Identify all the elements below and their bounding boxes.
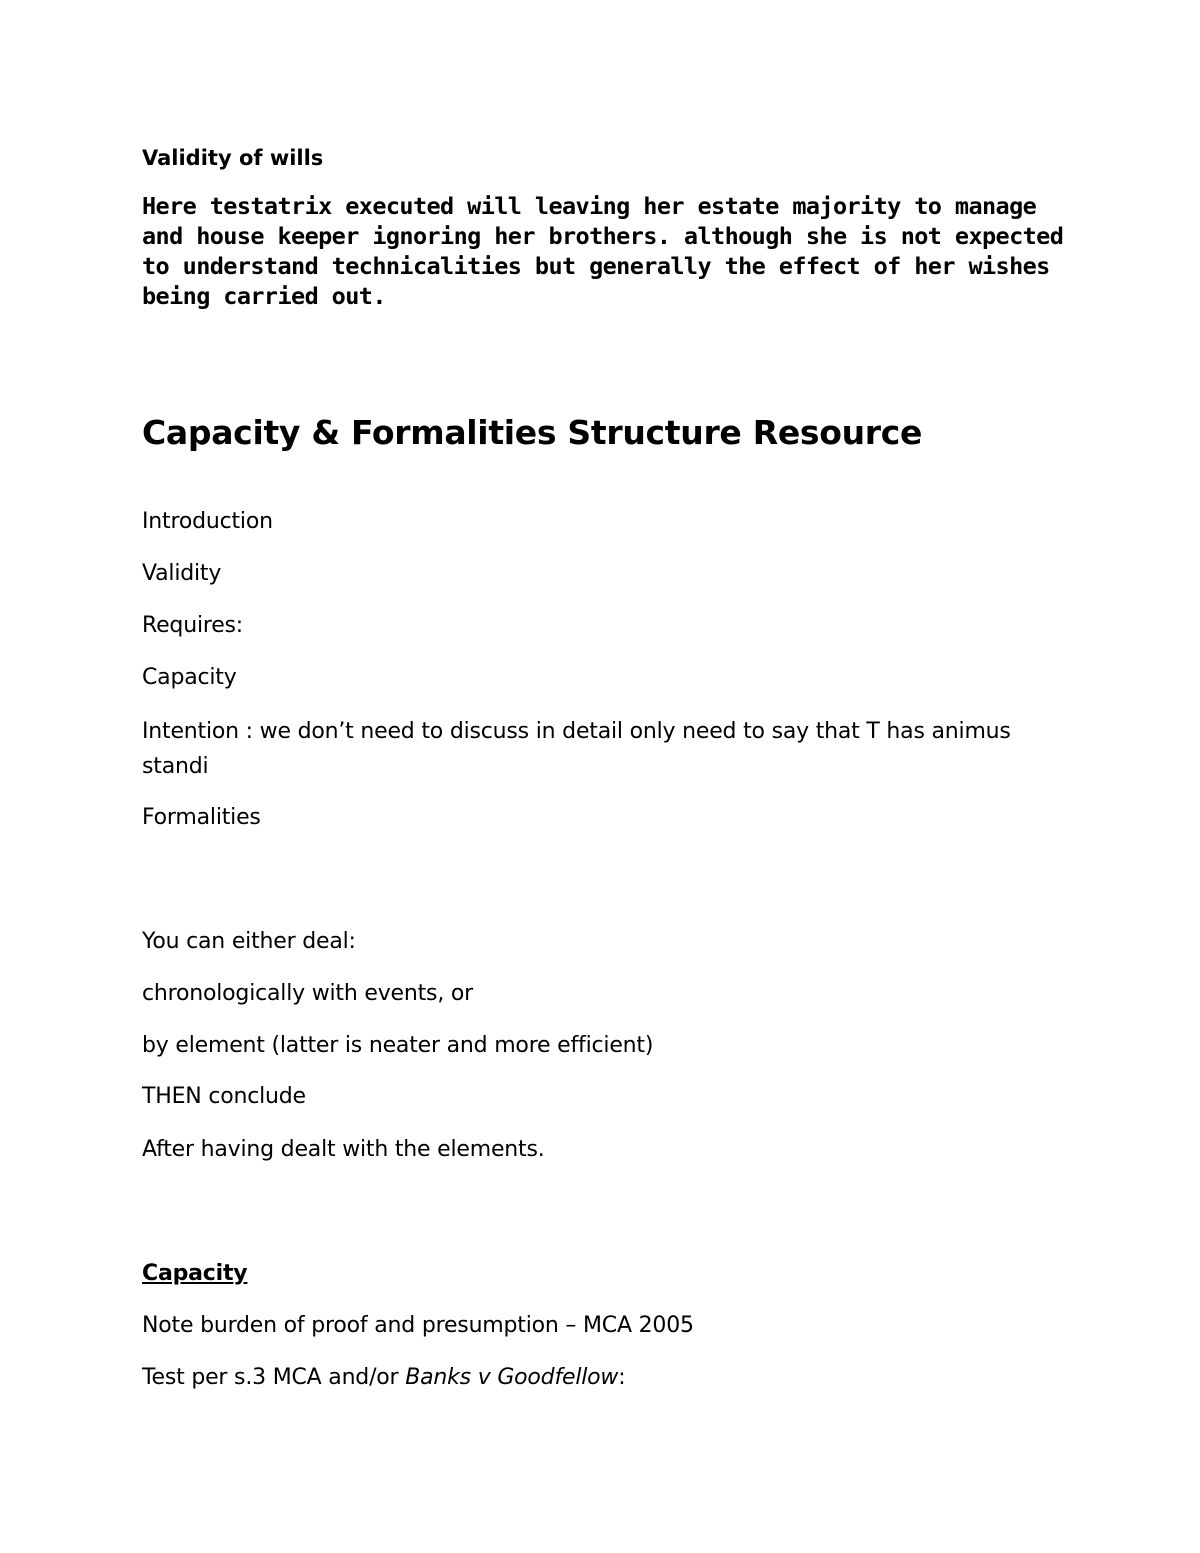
approach-either: You can either deal: [142, 929, 356, 954]
intro-paragraph: Here testatrix executed will leaving her estate majority to manage and house keeper ignoring her brothers. although she is not expected to understand technicalities but generally the effect of her wishes being carried out. [142, 192, 1064, 310]
outline-formalities: Formalities [142, 805, 261, 830]
validity-of-wills-heading: Validity of wills [142, 146, 324, 170]
outline-capacity: Capacity [142, 665, 237, 690]
approach-by-element: by element (latter is neater and more efficient) [142, 1033, 654, 1058]
approach-then-conclude: THEN conclude [142, 1084, 306, 1109]
approach-chronological: chronologically with events, or [142, 981, 474, 1006]
approach-after: After having dealt with the elements. [142, 1137, 545, 1162]
page-title: Capacity & Formalities Structure Resource [142, 413, 923, 452]
outline-validity: Validity [142, 561, 222, 586]
capacity-burden-note: Note burden of proof and presumption – MCA 2005 [142, 1313, 694, 1338]
outline-intention: Intention : we don’t need to discuss in detail only need to say that T has animus standi [142, 719, 1011, 779]
outline-requires: Requires: [142, 613, 244, 638]
outline-introduction: Introduction [142, 509, 273, 534]
capacity-test-prefix: Test per s.3 MCA and/or [142, 1365, 406, 1390]
capacity-test-case: Banks v Goodfellow [405, 1365, 619, 1390]
capacity-test-line [142, 1365, 625, 1390]
capacity-section-heading: Capacity [142, 1261, 248, 1286]
capacity-test-suffix: : [618, 1365, 626, 1390]
